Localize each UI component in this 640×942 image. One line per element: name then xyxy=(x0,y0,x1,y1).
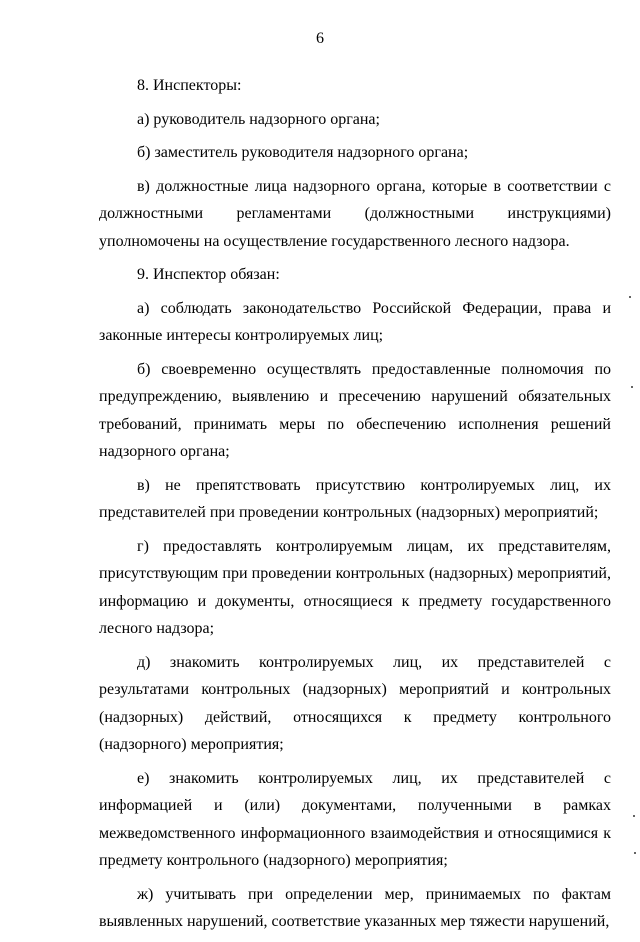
paragraph-9a: а) соблюдать законодательство Российской Федерации, права и законные интересы контролируемых лиц; xyxy=(99,299,611,344)
scan-speck xyxy=(631,386,633,388)
paragraph-8b: б) заместитель руководителя надзорного органа; xyxy=(137,144,469,161)
paragraph-8-inspectors: 8. Инспекторы: xyxy=(137,77,242,94)
paragraph-9d: д) знакомить контролируемых лиц, их представителей с результатами контрольных (надзорных) мероприятий и контрольных (надзорных) действий, относящихся к предмету контрольного (надзорного) мероприятия; xyxy=(99,653,611,753)
scan-speck xyxy=(629,296,631,298)
document-body xyxy=(99,72,611,942)
paragraph-9-inspector-duties: 9. Инспектор обязан: xyxy=(137,266,280,283)
paragraph-9b: б) своевременно осуществлять предоставленные полномочия по предупреждению, выявлению и пресечению нарушений обязательных требований, принимать меры по обеспечению исполнения решений надзорного органа; xyxy=(99,360,611,460)
paragraph-9v: в) не препятствовать присутствию контролируемых лиц, их представителей при проведении контрольных (надзорных) мероприятий; xyxy=(99,476,611,521)
paragraph-9e: е) знакомить контролируемых лиц, их представителей с информацией и (или) документами, полученными в рамках межведомственного информационного взаимодействия и относящимися к предмету контрольного (надзорного) мероприятия; xyxy=(99,769,611,869)
paragraph-9zh: ж) учитывать при определении мер, принимаемых по фактам выявленных нарушений, соответствие указанных мер тяжести нарушений, xyxy=(99,885,611,930)
paragraph-8v: в) должностные лица надзорного органа, которые в соответствии с должностными регламентами (должностными инструкциями) уполномочены на осуществление государственного лесного надзора. xyxy=(99,177,611,250)
scan-speck xyxy=(633,815,635,817)
page-number: 6 xyxy=(316,30,324,47)
paragraph-9g: г) предоставлять контролируемым лицам, их представителям, присутствующим при проведении контрольных (надзорных) мероприятий, информацию и документы, относящиеся к предмету государственного лесного надзора; xyxy=(99,537,611,637)
scan-speck xyxy=(634,852,636,854)
paragraph-8a: а) руководитель надзорного органа; xyxy=(137,110,380,128)
